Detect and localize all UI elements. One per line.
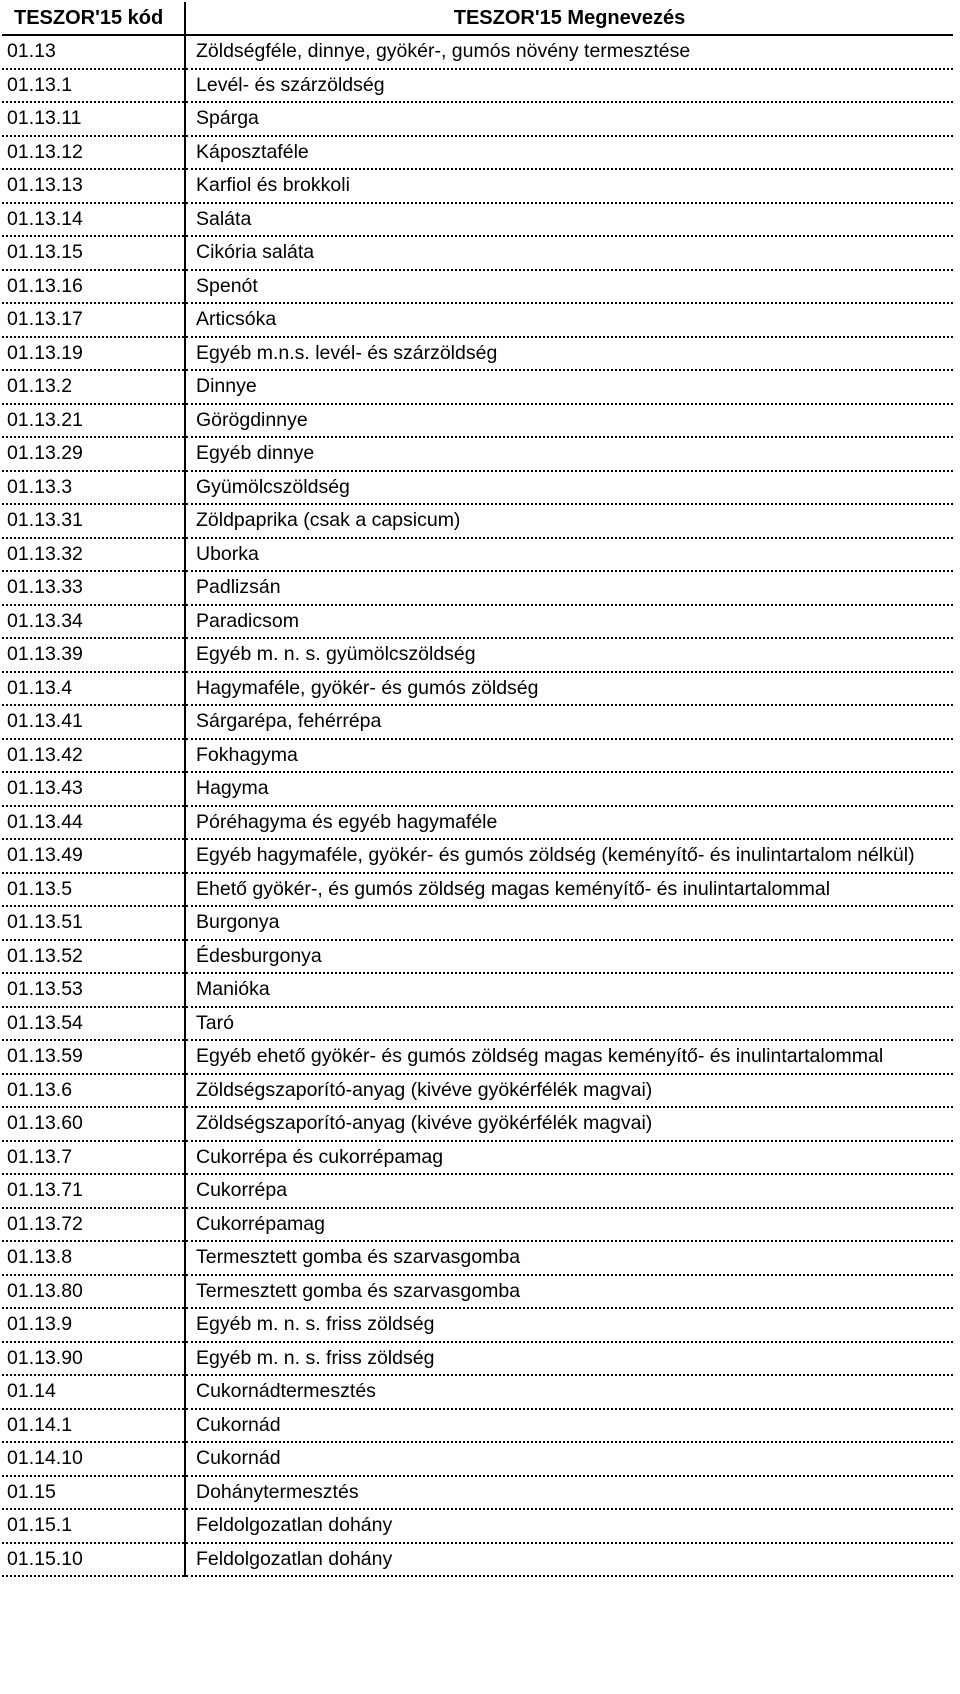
table-row [2, 1007, 953, 1041]
table-row [2, 136, 953, 170]
row-code: 01.13.72 [2, 1208, 185, 1242]
row-name: Saláta [185, 203, 953, 237]
row-code: 01.15 [2, 1476, 185, 1510]
table-row [2, 1342, 953, 1376]
row-code: 01.13.51 [2, 906, 185, 940]
row-code: 01.13.11 [2, 102, 185, 136]
row-code: 01.13.8 [2, 1241, 185, 1275]
row-name: Egyéb hagymaféle, gyökér- és gumós zöldség (keményítő- és inulintartalom nélkül) [185, 839, 953, 873]
row-name: Cikória saláta [185, 236, 953, 270]
row-name: Egyéb ehető gyökér- és gumós zöldség magas keményítő- és inulintartalommal [185, 1040, 953, 1074]
row-name: Egyéb m. n. s. friss zöldség [185, 1342, 953, 1376]
row-code: 01.13.13 [2, 169, 185, 203]
table-row [2, 638, 953, 672]
row-name: Zöldpaprika (csak a capsicum) [185, 504, 953, 538]
row-name: Articsóka [185, 303, 953, 337]
table-row [2, 1208, 953, 1242]
table-row [2, 404, 953, 438]
row-code: 01.13.54 [2, 1007, 185, 1041]
row-name: Káposztaféle [185, 136, 953, 170]
row-code: 01.13.17 [2, 303, 185, 337]
row-code: 01.13.34 [2, 605, 185, 639]
row-code: 01.13.19 [2, 337, 185, 371]
row-name: Zöldségszaporító-anyag (kivéve gyökérfélék magvai) [185, 1074, 953, 1108]
row-name: Dinnye [185, 370, 953, 404]
table-row [2, 873, 953, 907]
table-row [2, 1141, 953, 1175]
row-code: 01.13.6 [2, 1074, 185, 1108]
table-row [2, 303, 953, 337]
table-row [2, 337, 953, 371]
row-code: 01.13 [2, 35, 185, 69]
row-name: Cukorrépamag [185, 1208, 953, 1242]
row-name: Levél- és szárzöldség [185, 69, 953, 103]
table-row [2, 705, 953, 739]
row-code: 01.14 [2, 1375, 185, 1409]
row-name: Cukorrépa [185, 1174, 953, 1208]
row-code: 01.13.49 [2, 839, 185, 873]
header-name: TESZOR'15 Megnevezés [185, 2, 953, 35]
table-row [2, 1543, 953, 1577]
row-code: 01.13.60 [2, 1107, 185, 1141]
row-code: 01.13.2 [2, 370, 185, 404]
row-name: Cukorrépa és cukorrépamag [185, 1141, 953, 1175]
row-code: 01.13.1 [2, 69, 185, 103]
table-row [2, 538, 953, 572]
row-name: Hagyma [185, 772, 953, 806]
row-name: Spárga [185, 102, 953, 136]
table-body [2, 35, 953, 1576]
row-name: Taró [185, 1007, 953, 1041]
table-row [2, 203, 953, 237]
table-row [2, 1409, 953, 1443]
row-code: 01.13.4 [2, 672, 185, 706]
table-row [2, 1509, 953, 1543]
row-code: 01.13.90 [2, 1342, 185, 1376]
table-row [2, 739, 953, 773]
table-row [2, 102, 953, 136]
row-name: Egyéb dinnye [185, 437, 953, 471]
header-code: TESZOR'15 kód [2, 2, 185, 35]
table-row [2, 973, 953, 1007]
row-name: Uborka [185, 538, 953, 572]
table-row [2, 839, 953, 873]
row-code: 01.13.44 [2, 806, 185, 840]
table-row [2, 1174, 953, 1208]
table-row [2, 1442, 953, 1476]
table-row [2, 1040, 953, 1074]
row-name: Egyéb m. n. s. friss zöldség [185, 1308, 953, 1342]
table-row [2, 69, 953, 103]
row-name: Termesztett gomba és szarvasgomba [185, 1241, 953, 1275]
row-name: Édesburgonya [185, 940, 953, 974]
table-row [2, 1476, 953, 1510]
row-name: Görögdinnye [185, 404, 953, 438]
row-code: 01.13.15 [2, 236, 185, 270]
row-code: 01.13.29 [2, 437, 185, 471]
table-row [2, 471, 953, 505]
row-name: Paradicsom [185, 605, 953, 639]
table-row [2, 1275, 953, 1309]
table-row [2, 940, 953, 974]
row-code: 01.13.71 [2, 1174, 185, 1208]
row-code: 01.13.16 [2, 270, 185, 304]
row-code: 01.13.52 [2, 940, 185, 974]
row-code: 01.15.10 [2, 1543, 185, 1577]
row-name: Feldolgozatlan dohány [185, 1543, 953, 1577]
table-row [2, 605, 953, 639]
row-name: Cukornád [185, 1442, 953, 1476]
table-row [2, 806, 953, 840]
row-name: Hagymaféle, gyökér- és gumós zöldség [185, 672, 953, 706]
row-code: 01.13.33 [2, 571, 185, 605]
row-name: Póréhagyma és egyéb hagymaféle [185, 806, 953, 840]
row-code: 01.13.59 [2, 1040, 185, 1074]
row-name: Feldolgozatlan dohány [185, 1509, 953, 1543]
row-name: Karfiol és brokkoli [185, 169, 953, 203]
row-name: Burgonya [185, 906, 953, 940]
row-code: 01.13.31 [2, 504, 185, 538]
table-row [2, 270, 953, 304]
row-code: 01.13.9 [2, 1308, 185, 1342]
row-name: Gyümölcszöldség [185, 471, 953, 505]
table-row [2, 1241, 953, 1275]
table-row [2, 672, 953, 706]
row-name: Zöldségszaporító-anyag (kivéve gyökérfélék magvai) [185, 1107, 953, 1141]
row-code: 01.13.42 [2, 739, 185, 773]
table-row [2, 772, 953, 806]
row-name: Manióka [185, 973, 953, 1007]
row-name: Padlizsán [185, 571, 953, 605]
row-code: 01.13.3 [2, 471, 185, 505]
table-row [2, 169, 953, 203]
row-code: 01.13.80 [2, 1275, 185, 1309]
row-code: 01.13.32 [2, 538, 185, 572]
row-code: 01.13.12 [2, 136, 185, 170]
row-name: Ehető gyökér-, és gumós zöldség magas keményítő- és inulintartalommal [185, 873, 953, 907]
table-row [2, 437, 953, 471]
row-code: 01.13.14 [2, 203, 185, 237]
row-code: 01.14.10 [2, 1442, 185, 1476]
row-name: Termesztett gomba és szarvasgomba [185, 1275, 953, 1309]
table-row [2, 1107, 953, 1141]
table-row [2, 571, 953, 605]
table-row [2, 1375, 953, 1409]
row-name: Spenót [185, 270, 953, 304]
row-code: 01.13.41 [2, 705, 185, 739]
row-code: 01.13.39 [2, 638, 185, 672]
row-name: Cukornádtermesztés [185, 1375, 953, 1409]
row-code: 01.14.1 [2, 1409, 185, 1443]
table-row [2, 1308, 953, 1342]
teszor-table [2, 2, 953, 1577]
row-code: 01.13.53 [2, 973, 185, 1007]
table-row [2, 35, 953, 69]
row-name: Zöldségféle, dinnye, gyökér-, gumós növény termesztése [185, 35, 953, 69]
row-code: 01.13.7 [2, 1141, 185, 1175]
row-name: Sárgarépa, fehérrépa [185, 705, 953, 739]
table-row [2, 504, 953, 538]
table-row [2, 906, 953, 940]
table-row [2, 236, 953, 270]
row-code: 01.13.21 [2, 404, 185, 438]
row-name: Cukornád [185, 1409, 953, 1443]
row-name: Dohánytermesztés [185, 1476, 953, 1510]
row-name: Egyéb m.n.s. levél- és szárzöldség [185, 337, 953, 371]
header-row [2, 2, 953, 35]
row-name: Egyéb m. n. s. gyümölcszöldség [185, 638, 953, 672]
row-code: 01.13.5 [2, 873, 185, 907]
row-code: 01.15.1 [2, 1509, 185, 1543]
row-code: 01.13.43 [2, 772, 185, 806]
row-name: Fokhagyma [185, 739, 953, 773]
table-row [2, 1074, 953, 1108]
table-row [2, 370, 953, 404]
